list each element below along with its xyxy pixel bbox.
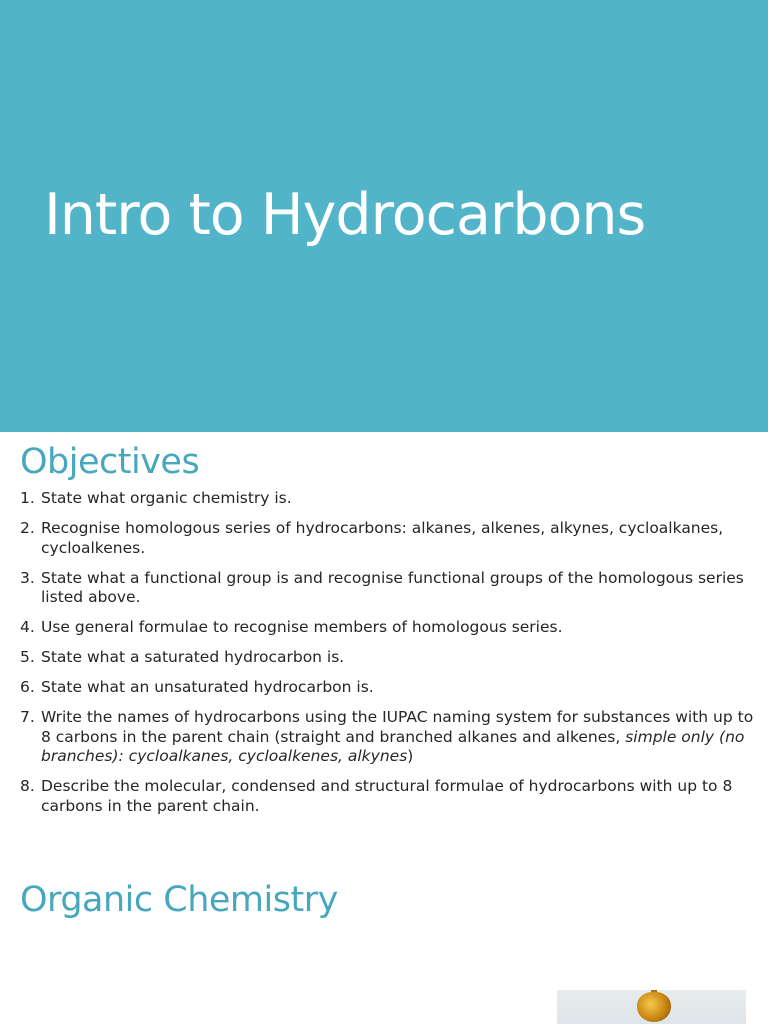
organic-chemistry-heading: Organic Chemistry: [20, 880, 338, 920]
title-slide: [0, 0, 768, 432]
objectives-list: [20, 489, 758, 827]
objective-item: 7. Write the names of hydrocarbons using the IUPAC naming system for substances with up to 8 carbons in the parent chain (straight and branched alkanes and alkenes, simple only (no branches): cycloalkanes, cycloalkenes, alkynes): [20, 708, 754, 765]
objective-item: 2. Recognise homologous series of hydrocarbons: alkanes, alkenes, alkynes, cycloalkanes, cycloalkenes.: [20, 519, 724, 557]
objective-item: 6. State what an unsaturated hydrocarbon is.: [20, 678, 374, 696]
objective-item: 1. State what organic chemistry is.: [20, 489, 292, 507]
objective-item: 8. Describe the molecular, condensed and structural formulae of hydrocarbons with up to 8 carbons in the parent chain.: [20, 777, 733, 815]
oil-drop: [637, 992, 671, 1022]
oil-drop-photo: [557, 990, 746, 1024]
objective-item: 5. State what a saturated hydrocarbon is.: [20, 648, 345, 666]
objective-item: 3. State what a functional group is and recognise functional groups of the homologous series listed above.: [20, 568, 744, 606]
slide-title: Intro to Hydrocarbons: [44, 182, 646, 248]
objective-item: 4. Use general formulae to recognise members of homologous series.: [20, 618, 563, 636]
objectives-heading: Objectives: [20, 442, 200, 482]
